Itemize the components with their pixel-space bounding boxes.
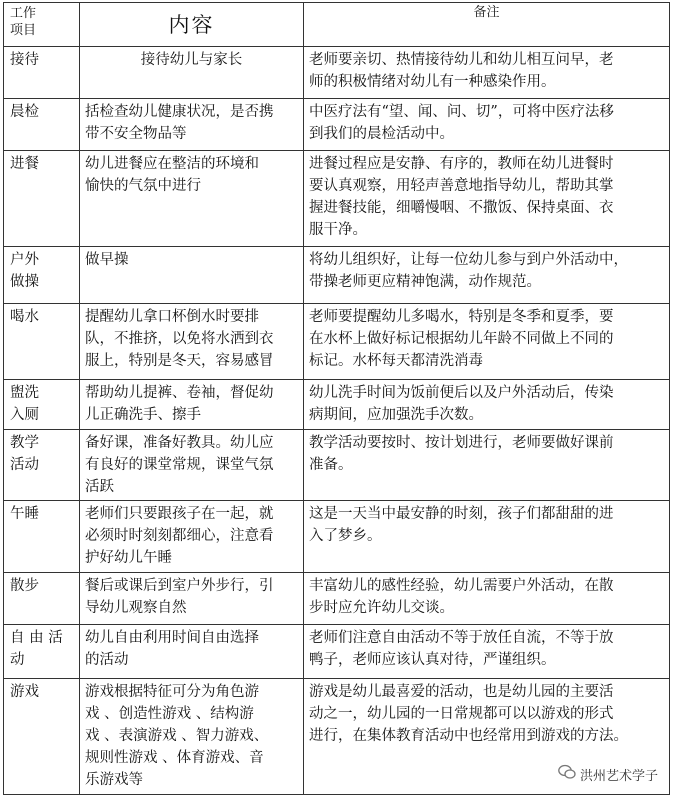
cell-content: 游戏根据特征可分为角色游 戏 、创造性游戏 、结构游 戏 、表演游戏 、智力游戏、 规则性游戏 、体育游戏、音 乐游戏等 <box>80 679 304 795</box>
cell-note: 这是一天当中最安静的时刻，孩子们都甜甜的进 入了梦乡。 <box>304 501 670 573</box>
cell-item: 进餐 <box>4 151 80 247</box>
cell-item: 接待 <box>4 47 80 99</box>
cell-note: 游戏是幼儿最喜爱的活动，也是幼儿园的主要活 动之一，幼儿园的一日常规都可以以游戏的形式 进行，在集体教育活动中也经常用到游戏的方法。 <box>304 679 670 795</box>
cell-note: 将幼儿组织好，让每一位幼儿参与到户外活动中， 带操老师更应精神饱满，动作规范。 <box>304 247 670 304</box>
cell-content: 备好课，准备好教具。幼儿应 有良好的课堂常规，课堂气氛 活跃 <box>80 430 304 501</box>
cell-note: 老师们注意自由活动不等于放任自流，不等于放 鸭子，老师应该认真对待，严谨组织。 <box>304 625 670 679</box>
cell-note: 中医疗法有“望、闻、问、切”，可将中医疗法移 到我们的晨检活动中。 <box>304 99 670 151</box>
cell-item: 散步 <box>4 573 80 625</box>
table-row <box>4 501 670 573</box>
cell-note: 进餐过程应是安静、有序的，教师在幼儿进餐时 要认真观察，用轻声善意地指导幼儿，帮助其掌 握进餐技能，细嚼慢咽、不撒饭、保持桌面、衣 服干净。 <box>304 151 670 247</box>
header-item: 工作 项目 <box>4 3 80 47</box>
header-content: 内容 <box>80 3 304 47</box>
header-note: 备注 <box>304 3 670 47</box>
table-row <box>4 625 670 679</box>
cell-note: 丰富幼儿的感性经验，幼儿需要户外活动，在散 步时应允许幼儿交谈。 <box>304 573 670 625</box>
table-row <box>4 47 670 99</box>
cell-content: 餐后或课后到室户外步行，引 导幼儿观察自然 <box>80 573 304 625</box>
watermark <box>556 764 660 784</box>
cell-content: 幼儿进餐应在整洁的环境和 愉快的气氛中进行 <box>80 151 304 247</box>
watermark-text: 洪州艺术学子 <box>579 768 658 784</box>
daily-routine-table <box>3 2 670 795</box>
cell-content: 提醒幼儿拿口杯倒水时要排 队，不推挤，以免将水洒到衣 服上，特别是冬天，容易感冒 <box>80 304 304 380</box>
cell-note: 幼儿洗手时间为饭前便后以及户外活动后，传染 病期间，应加强洗手次数。 <box>304 380 670 430</box>
table-row <box>4 430 670 501</box>
cell-item: 游戏 <box>4 679 80 795</box>
cell-item: 教学 活动 <box>4 430 80 501</box>
wechat-bubble-icon <box>558 764 576 784</box>
cell-content: 幼儿自由利用时间自由选择 的活动 <box>80 625 304 679</box>
table-row <box>4 99 670 151</box>
cell-note: 教学活动要按时、按计划进行，老师要做好课前 准备。 <box>304 430 670 501</box>
cell-content: 做早操 <box>80 247 304 304</box>
cell-content: 帮助幼儿提裤、卷袖，督促幼 儿正确洗手、擦手 <box>80 380 304 430</box>
table-row <box>4 247 670 304</box>
cell-item: 午睡 <box>4 501 80 573</box>
cell-note: 老师要提醒幼儿多喝水，特别是冬季和夏季，要 在水杯上做好标记根据幼儿年龄不同做上不同的 标记。水杯每天都清洗消毒 <box>304 304 670 380</box>
cell-item: 自 由 活 动 <box>4 625 80 679</box>
table-row <box>4 304 670 380</box>
cell-item: 盥洗 入厕 <box>4 380 80 430</box>
cell-item: 喝水 <box>4 304 80 380</box>
table-row <box>4 380 670 430</box>
cell-item: 户外 做操 <box>4 247 80 304</box>
cell-content: 接待幼儿与家长 <box>80 47 304 99</box>
header-row <box>4 3 670 47</box>
table-row <box>4 573 670 625</box>
table-row <box>4 151 670 247</box>
cell-item: 晨检 <box>4 99 80 151</box>
cell-content: 括检查幼儿健康状况，是否携 带不安全物品等 <box>80 99 304 151</box>
cell-note: 老师要亲切、热情接待幼儿和幼儿相互问早，老 师的积极情绪对幼儿有一种感染作用。 <box>304 47 670 99</box>
cell-content: 老师们只要跟孩子在一起，就 必须时时刻刻都细心，注意看 护好幼儿午睡 <box>80 501 304 573</box>
